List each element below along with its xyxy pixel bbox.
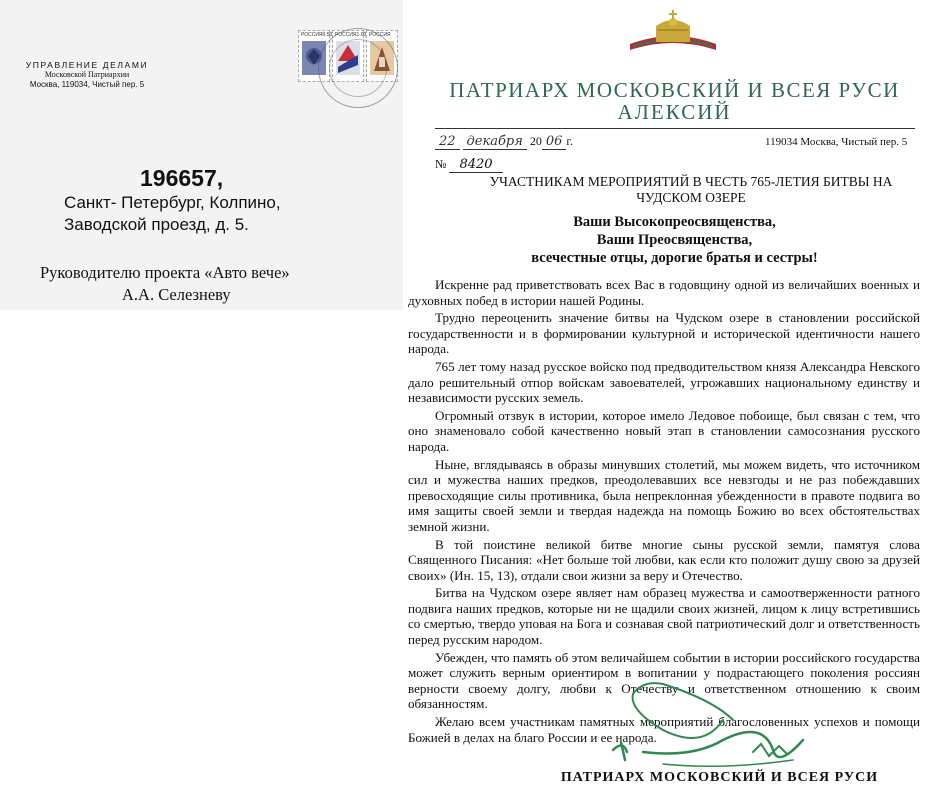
- body-paragraph: Ныне, вглядываясь в образы минувших столетий, мы можем видеть, что источником сил и мужества наших предков, преодолевавших все невзгоды и не раз побеждавших превосходящие силы противника, была непреклонная убежденности в правоте подвига во имя защиты своей земли и твердая надежда на помощь Божию во всех обстоятельствах земной жизни.: [408, 456, 920, 534]
- body-paragraph: В той поистине великой битве многие сыны русской земли, памятуя слова Священного Писания: «Нет больше той любви, как если кто положит душу свою за друзей своих» (Ин. 15, 13), отдали свои жизни за веру и Отечество.: [408, 536, 920, 583]
- date-year: 06: [542, 134, 567, 150]
- header-divider: [435, 128, 915, 129]
- stamp-country: РОССИЯ: [335, 32, 357, 38]
- date-year-prefix: 20: [529, 134, 542, 148]
- date-line: [435, 134, 573, 149]
- number-line: [435, 157, 503, 172]
- sender-line-1: УПРАВЛЕНИЕ ДЕЛАМИ: [25, 60, 149, 70]
- attention-block: [40, 262, 290, 306]
- greeting-line: Ваши Высокопреосвященства,: [573, 214, 776, 230]
- recipient-line-2: Заводской проезд, д. 5.: [64, 215, 249, 234]
- postmark: [318, 28, 398, 108]
- recipient-zip: 196657,: [140, 165, 224, 191]
- body-paragraph: Битва на Чудском озере являет нам образец мужества и самоотверженности ратного подвига наших предков, которые ни не щадили своих жизней, лицом к лицу встретившись со смертью, твердо уповая на Бога и сознавая свой патриотический долг и ответственность перед русским народом.: [408, 585, 920, 648]
- signoff: ПАТРИАРХ МОСКОВСКИЙ И ВСЕЯ РУСИ: [560, 770, 879, 785]
- attention-line-2: А.А. Селезневу: [122, 285, 231, 304]
- letterhead-address: 119034 Москва, Чистый пер. 5: [765, 136, 908, 148]
- body-paragraph: Огромный отзвук в истории, которое имело Ледовое побоище, был связан с тем, что оно знаменовало собой качественно новый этап в становлении самосознания русского народа.: [408, 407, 920, 454]
- recipient-line-1: Санкт- Петербург, Колпино,: [64, 193, 281, 212]
- greeting-line: всечестные отцы, дорогие братья и сестры!: [531, 250, 818, 266]
- greeting: [403, 213, 946, 267]
- title-line-2: ЧУДСКОМ ОЗЕРЕ: [636, 190, 746, 205]
- stamp-country: РОССИЯ: [301, 32, 323, 38]
- letterhead-title: ПАТРИАРХ МОСКОВСКИЙ И ВСЕЯ РУСИ: [449, 78, 900, 102]
- patriarch-crest-icon: [628, 8, 718, 58]
- body-paragraph: Искренне рад приветствовать всех Вас в годовщину одной из величайших военных и духовных побед в истории нашей Родины.: [408, 277, 920, 308]
- title-line-1: УЧАСТНИКАМ МЕРОПРИЯТИЙ В ЧЕСТЬ 765-ЛЕТИЯ БИТВЫ НА: [489, 174, 893, 189]
- letterhead-name: АЛЕКСИЙ: [617, 100, 732, 124]
- document-title: [471, 174, 911, 206]
- recipient-block: [60, 165, 400, 236]
- date-suffix: г.: [566, 134, 573, 148]
- sender-line-3: Москва, 119034, Чистый пер. 5: [29, 80, 145, 89]
- body-paragraph: Убежден, что память об этом величайшем событии в истории российского государства может служить верным ориентиром в вопитании у подрастающего поколения россиян верности своему долгу, любви к Отечеству и ответственном отношению к своим обязанностям.: [408, 649, 920, 712]
- document-number: 8420: [449, 157, 502, 173]
- number-label: №: [435, 157, 447, 171]
- letter-body: [408, 277, 920, 747]
- date-month: декабря: [463, 134, 527, 150]
- stamp-country: РОССИЯ: [369, 32, 391, 38]
- greeting-line: Ваши Преосвященства,: [596, 232, 753, 248]
- date-day: 22: [435, 134, 460, 150]
- body-paragraph: Желаю всем участникам памятных мероприятий благословенных успехов и помощи Божией в делах на благо России и ее народа.: [408, 714, 920, 745]
- stamp-value: 1.00: [356, 32, 367, 38]
- letter-page: [403, 0, 946, 800]
- attention-line-1: Руководителю проекта «Авто вече»: [40, 263, 290, 282]
- sender-block: [12, 60, 162, 90]
- envelope: [0, 0, 403, 310]
- sender-line-2: Московской Патриархии: [44, 70, 130, 79]
- stamp-value: 0.50: [322, 32, 333, 38]
- body-paragraph: Трудно переоценить значение битвы на Чудском озере в становлении российской государственности и в формировании культурной и исторической идентичности нашего народа.: [408, 310, 920, 357]
- body-paragraph: 765 лет тому назад русское войско под предводительством князя Александра Невского дало решительный отпор войскам завоевателей, угрожавших национальному единству и независимости русских земель.: [408, 358, 920, 406]
